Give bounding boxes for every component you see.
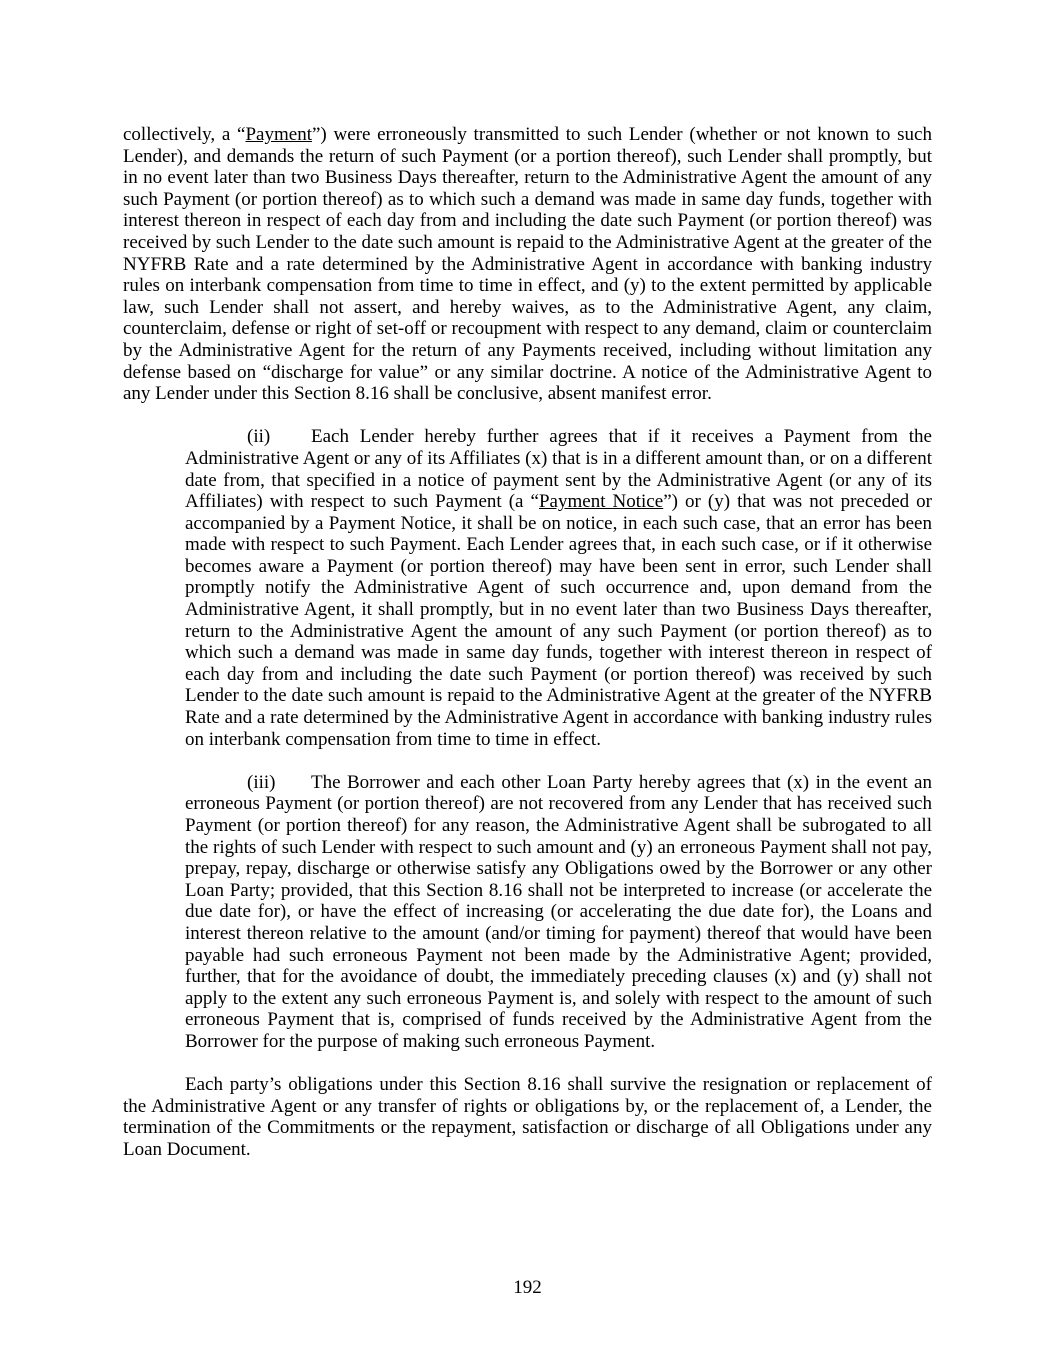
text-segment: The Borrower and each other Loan Party hereby agrees that (x) in the event an erroneous Payment (or portion thereof) are not recovered from any Lender that has received such Payment (or portion thereof) for any reason, the Administrative Agent shall be subrogated to all the rights of such Lender with respect to such amount and (y) an erroneous Payment shall not pay, prepay, repay, discharge or otherwise satisfy any Obligations owed by the Borrower or any other Loan Party; provided, that this Section 8.16 shall not be interpreted to increase (or accelerate the due date for), or have the effect of increasing (or accelerating the due date for), the Loans and interest thereon relative to the amount (and/or timing for payment) thereof that would have been payable had such erroneous Payment not been made by the Administrative Agent; provided, further, that for the avoidance of doubt, the immediately preceding clauses (x) and (y) shall not apply to the extent any such erroneous Payment is, and solely with respect to the amount of such erroneous Payment that is, comprised of funds received by the Administrative Agent from the Borrower for the purpose of making such erroneous Payment. bbox=[185, 771, 932, 1052]
paragraph-clause-ii bbox=[185, 426, 932, 750]
paragraph-clause-iii bbox=[185, 772, 932, 1053]
text-segment: Each party’s obligations under this Section 8.16 shall survive the resignation or replacement of the Administrative Agent or any transfer of rights or obligations by, or the replacement of, a Lender, the termination of the Commitments or the repayment, satisfaction or discharge of all Obligations under any Loan Document. bbox=[123, 1074, 932, 1160]
underlined-term-payment-notice: Payment Notice bbox=[538, 491, 664, 513]
text-segment: ”) or (y) that was not preceded or accompanied by a Payment Notice, it shall be on notice, in each such case, that an error has been made with respect to such Payment. Each Lender agrees that, in each such case, or if it otherwise becomes aware a Payment (or portion thereof) may have been sent in error, such Lender shall promptly notify the Administrative Agent of such occurrence and, upon demand from the Administrative Agent, it shall promptly, but in no event later than two Business Days thereafter, return to the Administrative Agent the amount of any such Payment (or portion thereof) as to which such a demand was made in same day funds, together with interest thereon in respect of each day from and including the date such Payment (or portion thereof) was received by such Lender to the date such amount is repaid to the Administrative Agent at the greater of the NYFRB Rate and a rate determined by the Administrative Agent in accordance with banking industry rules on interbank compensation from time to time in effect. bbox=[185, 491, 933, 750]
document-body bbox=[123, 124, 932, 1182]
list-label-iii: (iii) bbox=[247, 771, 276, 793]
text-segment: collectively, a “ bbox=[123, 124, 246, 145]
paragraph-continuation bbox=[123, 124, 932, 405]
text-segment: Each Lender hereby further agrees that if it receives a Payment from the Administrative Agent or any of its Affiliates (x) that is in a different amount than, or on a different date from, that specified in a notice of payment sent by the Administrative Agent (or any of its Affiliates) with respect to such Payment (a “ bbox=[185, 426, 932, 513]
list-label-ii: (ii) bbox=[247, 426, 271, 448]
text-segment: ”) were erroneously transmitted to such Lender (whether or not known to such Lender), and demands the return of such Payment (or a portion thereof), such Lender shall promptly, but in no event later than two Business Days thereafter, return to the Administrative Agent the amount of any such Payment (or portion thereof) as to which such a demand was made in same day funds, together with interest thereon in respect of each day from and including the date such Payment (or portion thereof) was received by such Lender to the date such amount is repaid to the Administrative Agent at the greater of the NYFRB Rate and a rate determined by the Administrative Agent in accordance with banking industry rules on interbank compensation from time to time in effect, and (y) to the extent permitted by applicable law, such Lender shall not assert, and hereby waives, as to the Administrative Agent, any claim, counterclaim, defense or right of set-off or recoupment with respect to any demand, claim or counterclaim by the Administrative Agent for the return of any Payments received, including without limitation any defense based on “discharge for value” or any similar doctrine. A notice of the Administrative Agent to any Lender under this Section 8.16 shall be conclusive, absent manifest error. bbox=[123, 124, 932, 405]
page-number: 192 bbox=[513, 1277, 542, 1299]
underlined-term-payment: Payment bbox=[245, 124, 312, 145]
paragraph-survival bbox=[123, 1074, 932, 1160]
